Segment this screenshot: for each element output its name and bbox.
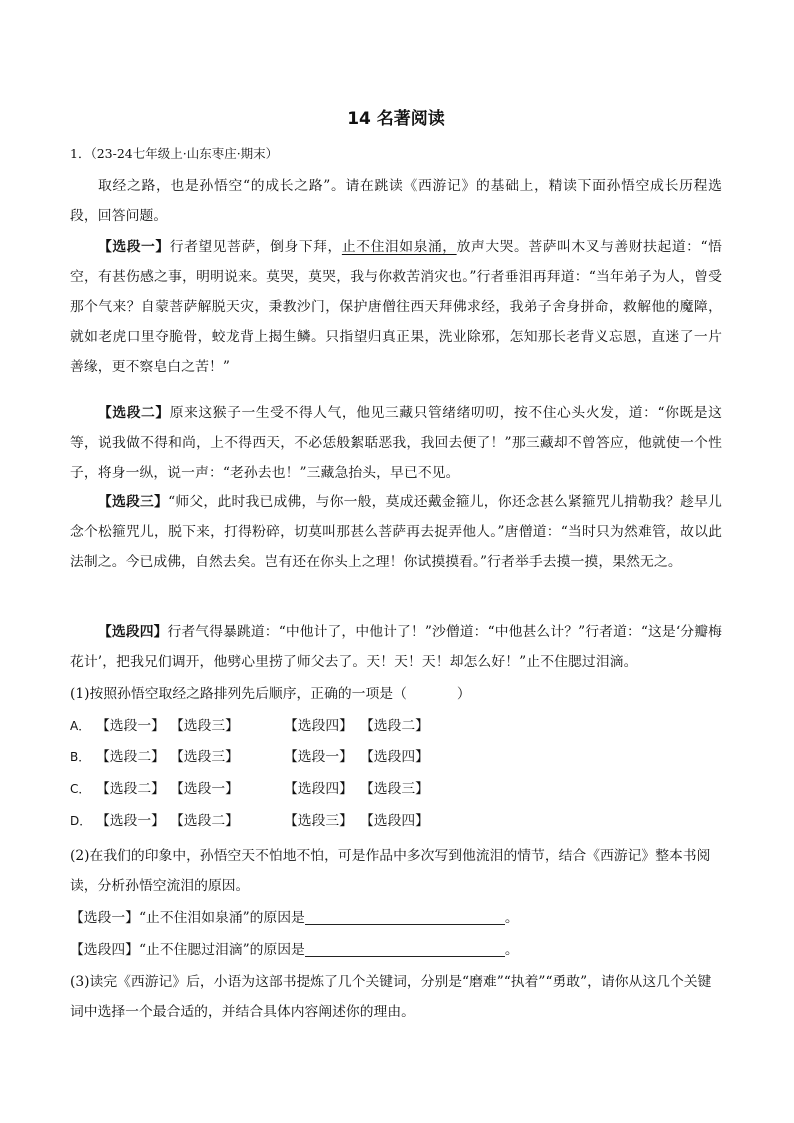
answer-blank[interactable] bbox=[305, 910, 505, 925]
subquestion-3-prompt: (3)读完《西游记》后，小语为这部书提炼了几个关键词，分别是“磨难”“执着”“勇敢”，请你从这几个关键词中选择一个最合适的，并结合具体内容阐述你的理由。 bbox=[70, 974, 712, 1020]
option-d[interactable]: D． 【选段一】 【选段二】 【选段三】 【选段四】 bbox=[70, 806, 429, 836]
passage-2 bbox=[70, 398, 722, 488]
passage-text: 放声大哭。菩萨叫木叉与善财扶起道：“悟空，有甚伤感之事，明明说来。莫哭，莫哭，我与你救苦消灾也。”行者垂泪再拜道：“当年弟子为人，曾受那个气来？自蒙菩萨解脱天灾，秉教沙门，保护唐僧往西天拜佛求经，我弟子舍身拼命，救解他的魔障，就如老虎口里夺脆骨，蛟龙背上揭生鳞。只指望归真正果，洗业除邪，怎知那长老背义忘恩，直迷了一片善缘，更不察皂白之苦！” bbox=[70, 239, 723, 375]
question-header bbox=[70, 144, 278, 162]
subquestion-2-prompt: (2)在我们的印象中，孙悟空天不怕地不怕，可是作品中多次写到他流泪的情节，结合《西游记》整本书阅读，分析孙悟空流泪的原因。 bbox=[70, 848, 711, 894]
question-source: （23-24七年级上·山东枣庄·期末） bbox=[90, 146, 279, 161]
page-title: 14 名著阅读 bbox=[347, 109, 445, 129]
underlined-phrase: 止不住泪如泉涌， bbox=[341, 239, 457, 255]
option-letter: B． bbox=[70, 750, 91, 764]
option-c[interactable]: C． 【选段二】 【选段一】 【选段四】 【选段三】 bbox=[70, 774, 429, 804]
passage-text: “师父，此时我已成佛，与你一般，莫成还戴金箍儿，你还念甚么紧箍咒儿掯勒我？趁早儿念个松箍咒儿，脱下来，打得粉碎，切莫叫那甚么菩萨再去捉弄他人。”唐僧道：“当时只为然难管，故以此法制之。今已成佛，自然去矣。岂有还在你头上之理！你试摸摸看。”行者举手去摸一摸，果然无之。 bbox=[70, 494, 723, 570]
passage-4 bbox=[70, 617, 722, 677]
passage-1 bbox=[70, 232, 722, 382]
question-number: 1． bbox=[70, 146, 91, 161]
passage-tag: 【选段二】 bbox=[98, 405, 170, 421]
passage-tag: 【选段三】 bbox=[98, 494, 169, 510]
option-letter: D． bbox=[70, 814, 92, 828]
option-letter: A． bbox=[70, 719, 91, 733]
option-b[interactable]: B． 【选段二】 【选段三】 【选段一】 【选段四】 bbox=[70, 742, 429, 772]
option-a[interactable]: A． 【选段一】 【选段三】 【选段四】 【选段二】 bbox=[70, 711, 429, 741]
passage-3 bbox=[70, 487, 722, 577]
passage-tag: 【选段四】 bbox=[98, 624, 168, 640]
intro-paragraph: 取经之路，也是孙悟空“的成长之路”。请在跳读《西游记》的基础上，精读下面孙悟空成长历程选段，回答问题。 bbox=[70, 178, 722, 224]
passage-text: 原来这猴子一生受不得人气，他见三藏只管绪绪叨叨，按不住心头火发，道：“你既是这等，说我做不得和尚，上不得西天，不必恁般絮聒恶我，我回去便了！”那三藏却不曾答应，他就使一个性子，将身一纵，说一声：“老孙去也！”三藏急抬头，早已不见。 bbox=[70, 405, 723, 481]
passage-text: 行者气得暴跳道：“中他计了，中他计了！”沙僧道：“中他甚么计？”行者道：“这是‘分瓣梅花计’，把我兄们调开，他劈心里捞了师父去了。天！天！天！却怎么好！”止不住腮过泪滴。 bbox=[70, 624, 723, 670]
subquestion-2-blank-1: 【选段一】“止不住泪如泉涌”的原因是 。 bbox=[70, 910, 519, 926]
answer-blank[interactable] bbox=[305, 942, 505, 957]
passage-text: 行者望见菩萨，倒身下拜， bbox=[169, 239, 342, 255]
option-letter: C． bbox=[70, 782, 91, 796]
subquestion-1-prompt: (1)按照孙悟空取经之路排列先后顺序，正确的一项是（ ） bbox=[70, 686, 471, 702]
subquestion-2-blank-2: 【选段四】“止不住腮过泪滴”的原因是 。 bbox=[70, 942, 519, 958]
passage-tag: 【选段一】 bbox=[98, 239, 170, 255]
